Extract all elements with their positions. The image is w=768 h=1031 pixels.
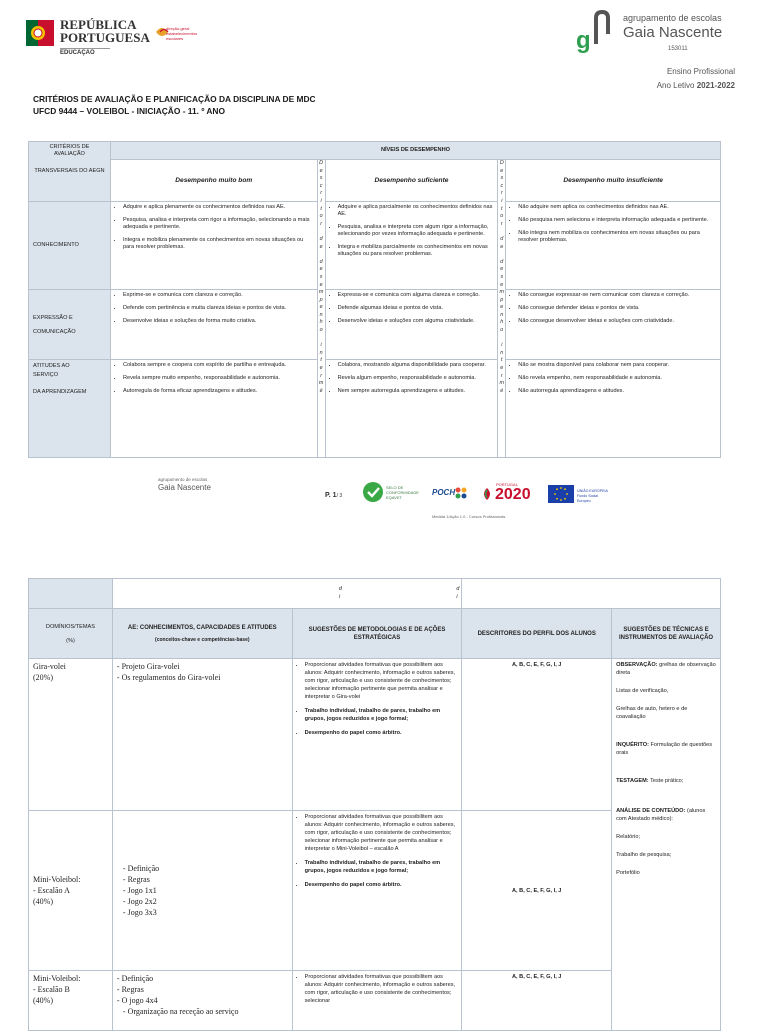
vertical-letter: e bbox=[319, 365, 323, 372]
dominio-escalao: - Escalão A bbox=[33, 886, 70, 895]
criterios-table bbox=[28, 141, 721, 458]
col-suficiente: Desempenho suficiente bbox=[325, 160, 498, 202]
descritor-vertical-2 bbox=[498, 160, 506, 458]
list-item: • Desempenho do papel como árbitro. bbox=[305, 729, 458, 737]
vertical-letter: é bbox=[500, 387, 504, 394]
page-number bbox=[325, 492, 342, 499]
dominio-label: Mini-Voleibol: bbox=[33, 875, 81, 884]
dominio-label: Gira-volei bbox=[33, 662, 66, 671]
vertical-letter: m bbox=[318, 289, 324, 296]
page-gap bbox=[0, 540, 768, 576]
conhecimento-insuficiente bbox=[506, 202, 721, 290]
ae-gira-volei bbox=[112, 659, 292, 811]
republica-line1: REPÚBLICA bbox=[60, 17, 137, 32]
list-item: • Expressa-se e comunica com alguma clareza e correção. bbox=[338, 292, 494, 299]
vertical-letter: o bbox=[319, 327, 323, 334]
conhecimento-muito-bom bbox=[110, 202, 317, 290]
list-item: • Trabalho individual, trabalho de pares, trabalho em grupos, jogos reduzidos e jogo formal; bbox=[305, 859, 458, 875]
ae-mini-voleibol-a bbox=[112, 811, 292, 971]
atitudes-muito-bom bbox=[110, 360, 317, 458]
tecnica-label: TESTAGEM: bbox=[616, 778, 649, 784]
vertical-letter: h bbox=[319, 319, 323, 326]
poch-dots-icon bbox=[454, 486, 468, 500]
vert-fragment-cell-2 bbox=[456, 579, 721, 609]
vertical-letter: n bbox=[500, 311, 504, 318]
vert-letter: i bbox=[338, 594, 341, 600]
list-item: • Não consegue desenvolver ideias e soluções com criatividade. bbox=[518, 318, 716, 325]
vertical-letter: t bbox=[501, 357, 503, 364]
header-dominios-label: DOMÍNIOS/TEMAS bbox=[45, 623, 96, 630]
list-item: • Adquire e aplica parcialmente os conhecimentos definidos nas AE. bbox=[338, 204, 494, 218]
descritor-vertical-1 bbox=[317, 160, 325, 458]
vertical-letter: o bbox=[500, 327, 504, 334]
criterios-header-cell bbox=[29, 142, 111, 202]
tecnica-observacao bbox=[616, 661, 716, 677]
ano-letivo-label: Ano Letivo bbox=[656, 81, 695, 90]
tecnica-inquerito bbox=[616, 741, 716, 757]
row-label-line: SERVIÇO bbox=[33, 372, 59, 378]
portugal2020-number: 2020 bbox=[495, 486, 531, 503]
vertical-letter: p bbox=[319, 296, 323, 303]
list-item: • Integra e mobiliza plenamente os conhecimentos em novas situações ou para resolver problemas. bbox=[123, 237, 313, 251]
ae-item: - O jogo 4x4 bbox=[116, 996, 158, 1005]
ae-item: - Jogo 1x1 bbox=[122, 886, 157, 895]
expressao-insuficiente bbox=[506, 290, 721, 360]
page-2 bbox=[0, 576, 768, 1024]
vertical-letter: s bbox=[319, 273, 323, 280]
vertical-letter: s bbox=[500, 175, 504, 182]
doc-title-line1: CRITÉRIOS DE AVALIAÇÃO E PLANIFICAÇÃO DA DISCIPLINA DE MDC bbox=[33, 94, 316, 104]
poch-logo: POCH bbox=[432, 488, 456, 497]
header-ae-sub: (conceitos-chave e competências-base) bbox=[155, 636, 250, 643]
expressao-muito-bom bbox=[110, 290, 317, 360]
agrupamento-label: agrupamento de escolas bbox=[623, 13, 722, 23]
atitudes-insuficiente bbox=[506, 360, 721, 458]
row-label-line: DA APRENDIZAGEM bbox=[33, 389, 87, 395]
ensino-label: Ensino Profissional bbox=[666, 67, 735, 76]
vertical-letter: r bbox=[320, 372, 322, 379]
list-item: • Pesquisa, analisa e interpreta com rigor a informação, selecionando a mais adequada e pertinente. bbox=[123, 217, 313, 231]
dominio-pct: (20%) bbox=[33, 673, 53, 682]
vert-letter: d bbox=[456, 586, 460, 592]
ae-item: - Definição bbox=[122, 864, 160, 873]
list-item: • Defende com pertinência e muita clareza ideias e pontos de vista. bbox=[123, 305, 313, 312]
vertical-letter: i bbox=[320, 342, 322, 349]
vertical-letter: e bbox=[500, 304, 504, 311]
school-code: 153011 bbox=[668, 46, 688, 52]
niveis-header: NÍVEIS DE DESEMPENHO bbox=[110, 142, 720, 160]
vertical-letter bbox=[318, 251, 325, 259]
page-label: P. 1 bbox=[325, 492, 337, 499]
list-item: • Revela algum empenho, responsabilidade e autonomia. bbox=[338, 375, 494, 382]
row-label-line: ATITUDES AO bbox=[33, 363, 70, 369]
transversais-header: TRANSVERSAIS DO AEGN bbox=[34, 168, 105, 174]
list-item: • Proporcionar atividades formativas que possibilitem aos alunos: Adquirir conhecimento, informação e outros saberes, com rigor, articulação e uso consistente de conhecimentos; selecionar informação pertinente que permita analisar e interpretar o Mini-Voleibol – escalão A bbox=[305, 813, 458, 853]
vertical-letter: D bbox=[499, 160, 504, 166]
list-item: • Colabora, mostrando alguma disponibilidade para cooperar. bbox=[338, 362, 494, 369]
dominio-mini-voleibol-b bbox=[29, 971, 113, 1031]
list-item: • Desenvolve ideias e soluções com alguma criatividade. bbox=[338, 318, 494, 325]
vertical-letter: e bbox=[319, 243, 323, 250]
ae-item: - Projeto Gira-volei bbox=[116, 662, 180, 671]
dgeste-logo-text: direção-geral estabelecimentos escolares bbox=[166, 26, 198, 41]
vertical-letter: s bbox=[319, 175, 323, 182]
list-item: • Revela sempre muito empenho, responsabilidade e autonomia. bbox=[123, 375, 313, 382]
vertical-letter: e bbox=[319, 304, 323, 311]
list-item: • Integra e mobiliza parcialmente os conhecimentos em novas situações ou para resolver problemas. bbox=[338, 244, 494, 258]
list-item: • Não adquire nem aplica os conhecimentos definidos nas AE. bbox=[518, 204, 716, 211]
vertical-letter: p bbox=[500, 296, 504, 303]
vertical-letter: c bbox=[319, 182, 323, 189]
vertical-letter: h bbox=[500, 319, 504, 326]
vertical-letter: d bbox=[500, 258, 504, 265]
vertical-letter: e bbox=[319, 167, 323, 174]
tecnica-text: Formulação de questões orais bbox=[616, 742, 713, 756]
vertical-letter bbox=[318, 228, 325, 236]
vertical-letter: m bbox=[318, 380, 324, 387]
vertical-letter: m bbox=[499, 380, 505, 387]
eqavet-seal-icon bbox=[362, 480, 384, 506]
dominio-mini-voleibol-a bbox=[29, 811, 113, 971]
tecnica-testagem bbox=[616, 777, 716, 785]
vertical-letter: s bbox=[500, 273, 504, 280]
tecnica-listas: Listas de verificação, bbox=[616, 688, 669, 694]
educacao-label: EDUCAÇÃO bbox=[60, 50, 95, 56]
republica-portuguesa-emblem-icon bbox=[26, 18, 56, 48]
vertical-letter: t bbox=[501, 205, 503, 212]
eu-text: UNIÃO EUROPEIA Fundo Social Europeu bbox=[577, 489, 608, 503]
vertical-letter: o bbox=[500, 213, 504, 220]
ae-item: - Organização na receção ao serviço bbox=[122, 1007, 239, 1016]
vertical-letter: n bbox=[500, 349, 504, 356]
conhecimento-suficiente bbox=[325, 202, 498, 290]
ano-letivo bbox=[657, 81, 735, 90]
portugal2020-top: PORTUGAL bbox=[496, 482, 518, 487]
republica-line2: PORTUGUESA bbox=[60, 30, 150, 45]
list-item: • Não pesquisa nem seleciona e interpreta informação adequada e pertinente. bbox=[518, 217, 716, 224]
metodologias-gira-volei bbox=[292, 659, 462, 811]
ae-item: - Jogo 2x2 bbox=[122, 897, 157, 906]
vertical-letter: n bbox=[319, 311, 323, 318]
expressao-suficiente bbox=[325, 290, 498, 360]
tecnica-analise bbox=[616, 807, 716, 823]
list-item: • Trabalho individual, trabalho de pares, trabalho em grupos, jogos reduzidos e jogo formal; bbox=[305, 707, 458, 723]
list-item: • Pesquisa, analisa e interpreta com algum rigor a informação, selecionando por vezes informação adequada e pertinente. bbox=[338, 224, 494, 238]
ae-item: - Definição bbox=[116, 974, 154, 983]
list-item: • Proporcionar atividades formativas que possibilitem aos alunos: Adquirir conhecimento, informação e outros saberes, com rigor, articulação e uso consistente de conhecimentos; selecionar bbox=[305, 973, 458, 1005]
list-item: • Desempenho do papel como árbitro. bbox=[305, 881, 458, 889]
vertical-letter: r bbox=[320, 190, 322, 197]
dominio-escalao: - Escalão B bbox=[33, 985, 70, 994]
tecnica-label: OBSERVAÇÃO: bbox=[616, 662, 658, 668]
footer-school-name: Gaia Nascente bbox=[158, 483, 211, 492]
school-name: Gaia Nascente bbox=[623, 24, 723, 41]
col-muito-bom: Desempenho muito bom bbox=[110, 160, 317, 202]
header-ae bbox=[112, 609, 292, 659]
ano-letivo-value: 2021-2022 bbox=[696, 81, 735, 90]
vert-letter: d bbox=[338, 586, 342, 592]
eqavet-text: SELO DE CONFORMIDADE EQAVET bbox=[386, 485, 419, 500]
vertical-letter: t bbox=[320, 357, 322, 364]
tecnica-pesquisa: Trabalho de pesquisa; bbox=[616, 852, 672, 858]
vertical-letter: o bbox=[319, 213, 323, 220]
list-item: • Nem sempre autorregula aprendizagens e atitudes. bbox=[338, 388, 494, 395]
dominio-pct: (40%) bbox=[33, 996, 53, 1005]
ae-item: - Jogo 3x3 bbox=[122, 908, 157, 917]
vertical-letter: i bbox=[501, 197, 503, 204]
tecnica-text: Teste prático; bbox=[650, 778, 684, 784]
gaia-nascente-logo-icon bbox=[576, 10, 616, 54]
atitudes-suficiente bbox=[325, 360, 498, 458]
ae-mini-voleibol-b bbox=[112, 971, 292, 1031]
descritores-gira-volei: A, B, C, E, F, G, I, J bbox=[462, 659, 612, 811]
ae-item: - Regras bbox=[122, 875, 150, 884]
tecnica-text: grelhas de observação direta bbox=[616, 662, 716, 676]
dominio-label: Mini-Voleibol: bbox=[33, 974, 81, 983]
header-dominios bbox=[29, 609, 113, 659]
tecnica-label: INQUÉRITO: bbox=[616, 742, 649, 748]
header-ae-label: AE: CONHECIMENTOS, CAPACIDADES E ATITUDES bbox=[127, 624, 277, 631]
header-descritores: DESCRITORES DO PERFIL DOS ALUNOS bbox=[462, 609, 612, 659]
vertical-letter: r bbox=[320, 220, 322, 227]
vertical-letter: e bbox=[500, 281, 504, 288]
vertical-letter: e bbox=[500, 365, 504, 372]
criterios-header: CRITÉRIOS DE AVALIAÇÃO bbox=[49, 144, 90, 157]
vert-fragment-1 bbox=[339, 585, 342, 601]
vertical-letter: c bbox=[500, 182, 504, 189]
vertical-letter bbox=[318, 335, 325, 343]
list-item: • Não consegue expressar-se nem comunicar com clareza e correção. bbox=[518, 292, 716, 299]
vertical-letter: r bbox=[500, 190, 503, 197]
portugal2020-icon bbox=[480, 487, 494, 501]
vertical-letter: e bbox=[500, 167, 504, 174]
tecnica-portfolio: Portefólio bbox=[616, 870, 640, 876]
tecnica-grelhas: Grelhas de auto, hetero e de coavaliação bbox=[616, 706, 688, 720]
list-item: • Autorregula de forma eficaz aprendizagens e atitudes. bbox=[123, 388, 313, 395]
header-dominios-sub: (%) bbox=[66, 637, 75, 644]
blank-header-cell bbox=[29, 579, 113, 609]
list-item: • Proporcionar atividades formativas que possibilitem aos alunos: Adquirir conhecimento, informação e outros saberes, com rigor, articulação e uso consistente de conhecimentos; selecionar informação pertinente que permita analisar e interpretar o Gira-volei bbox=[305, 661, 458, 701]
page-total: / 3 bbox=[336, 493, 343, 499]
tecnica-relatorio: Relatório; bbox=[616, 834, 641, 840]
vertical-letter: r bbox=[500, 372, 503, 379]
row-label-conhecimento: CONHECIMENTO bbox=[29, 202, 111, 290]
vertical-letter: n bbox=[319, 349, 323, 356]
list-item: • Adquire e aplica plenamente os conhecimentos definidos nas AE. bbox=[123, 204, 313, 211]
list-item: • Exprime-se e comunica com clareza e correção. bbox=[123, 292, 313, 299]
footer-agrupamento: agrupamento de escolas bbox=[158, 477, 208, 482]
vert-fragment-cell bbox=[112, 579, 461, 609]
vertical-letter bbox=[498, 335, 505, 343]
dominio-pct: (40%) bbox=[33, 897, 53, 906]
planificacao-table bbox=[28, 578, 721, 1031]
vertical-letter: e bbox=[319, 281, 323, 288]
vertical-letter bbox=[498, 251, 505, 259]
vertical-letter: d bbox=[319, 258, 323, 265]
list-item: • Colabora sempre e coopera com espírito de partilha e entreajuda. bbox=[123, 362, 313, 369]
list-item: • Não integra nem mobiliza os conhecimentos em novas situações ou para resolver problemas. bbox=[518, 230, 716, 244]
list-item: • Não se mostra disponível para colaborar nem para cooperar. bbox=[518, 362, 716, 369]
vertical-letter: i bbox=[320, 197, 322, 204]
descritores-mini-voleibol-b: A, B, C, E, F, G, I, J bbox=[462, 971, 612, 1031]
vertical-letter: m bbox=[499, 289, 505, 296]
medida-text: Medida 1/Ação 1.0 - Cursos Profissionais bbox=[432, 514, 506, 519]
vertical-letter: é bbox=[319, 387, 323, 394]
vertical-letter: e bbox=[500, 266, 504, 273]
vertical-letter: i bbox=[501, 342, 503, 349]
eu-flag-icon bbox=[548, 485, 574, 503]
list-item: • Não autorregula aprendizagens e atitudes. bbox=[518, 388, 716, 395]
list-item: • Desenvolve ideias e soluções de forma muito criativa. bbox=[123, 318, 313, 325]
list-item: • Não revela empenho, nem responsabilidade e autonomia. bbox=[518, 375, 716, 382]
vertical-letter: t bbox=[320, 205, 322, 212]
vertical-letter: d bbox=[319, 235, 323, 242]
descritores-mini-voleibol-a: A, B, C, E, F, G, I, J bbox=[462, 811, 612, 971]
vert-fragment-2 bbox=[456, 585, 459, 601]
doc-title-line2: UFCD 9444 – VOLEIBOL - INICIAÇÃO - 11. º ANO bbox=[33, 106, 225, 116]
row-label-expressao bbox=[29, 290, 111, 360]
vertical-letter: r bbox=[500, 220, 503, 227]
ae-item: - Regras bbox=[116, 985, 144, 994]
tecnica-text: (alunos com Atestado médico): bbox=[616, 808, 706, 822]
vertical-letter: e bbox=[500, 243, 504, 250]
metodologias-mini-voleibol-a bbox=[292, 811, 462, 971]
vert-letter: i bbox=[456, 594, 458, 600]
col-insuficiente: Desempenho muito insuficiente bbox=[506, 160, 721, 202]
svg-text:g: g bbox=[576, 27, 591, 54]
vertical-letter bbox=[498, 228, 505, 236]
metodologias-mini-voleibol-b bbox=[292, 971, 462, 1031]
ae-item: - Os regulamentos do Gira-volei bbox=[116, 673, 221, 682]
tecnica-label: ANÁLISE DE CONTEÚDO: bbox=[616, 808, 686, 814]
tecnicas-cell bbox=[612, 659, 721, 1031]
list-item: • Não consegue defender ideias e pontos de vista. bbox=[518, 305, 716, 312]
dominio-gira-volei bbox=[29, 659, 113, 811]
row-label-atitudes bbox=[29, 360, 111, 458]
row-label-line: COMUNICAÇÃO bbox=[33, 328, 76, 335]
header-sugestoes: SUGESTÕES DE METODOLOGIAS E DE AÇÕES ESTRATÉGICAS bbox=[292, 609, 462, 659]
divider bbox=[60, 48, 110, 49]
header-tecnicas: SUGESTÕES DE TÉCNICAS E INSTRUMENTOS DE AVALIAÇÃO bbox=[612, 609, 721, 659]
vertical-letter: D bbox=[319, 160, 324, 166]
vertical-letter: e bbox=[319, 266, 323, 273]
row-label-line: EXPRESSÃO E bbox=[33, 314, 73, 321]
vertical-letter: d bbox=[500, 235, 504, 242]
list-item: • Defende algumas ideias e pontos de vista. bbox=[338, 305, 494, 312]
